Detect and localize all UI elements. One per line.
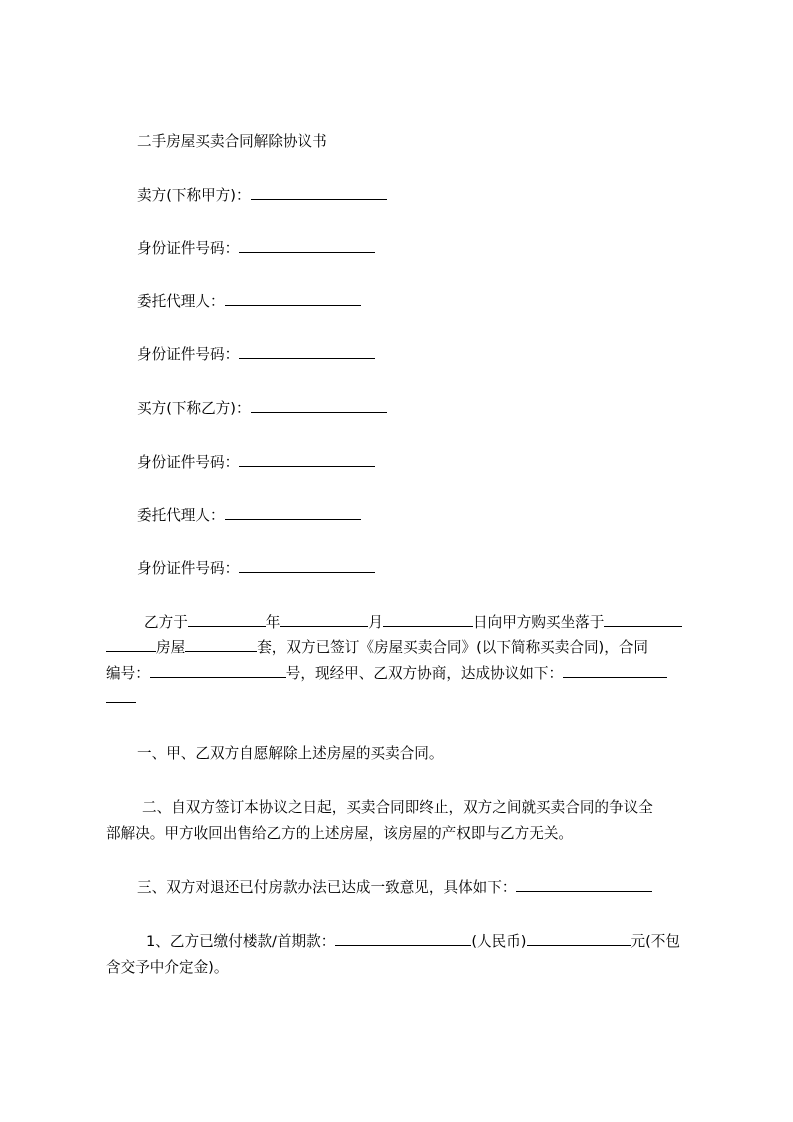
- seller-agent-field: [137, 292, 361, 312]
- clause-3-text: 三、双方对退还已付房款办法已达成一致意见，具体如下：: [137, 879, 517, 896]
- intro-text: 月: [368, 614, 384, 631]
- seller-field: [137, 186, 387, 206]
- clause-2-line-2: 部解决。甲方收回出售给乙方的上述房屋，该房屋的产权即与乙方无关。: [106, 825, 574, 842]
- buyer-field: [137, 399, 387, 419]
- buyer-id-field: [137, 453, 375, 473]
- seller-blank[interactable]: [251, 186, 387, 200]
- intro-line-3: [106, 664, 667, 684]
- clause-3-1-line-2: 含交予中介定金)。: [106, 959, 229, 976]
- buyer-agent-field: [137, 506, 361, 526]
- seller-id-label: 身份证件号码：: [137, 240, 240, 257]
- seller-id-blank[interactable]: [239, 239, 375, 253]
- purchase-month-blank[interactable]: [280, 613, 368, 627]
- contract-number-blank[interactable]: [150, 664, 286, 678]
- intro-line-4: [106, 689, 136, 709]
- seller-id-field: [137, 239, 375, 259]
- buyer-agent-label: 委托代理人：: [137, 507, 225, 524]
- buyer-agent-id-field: [137, 559, 375, 579]
- seller-agent-id-blank[interactable]: [239, 345, 375, 359]
- intro-trailing-blank-cont[interactable]: [106, 689, 136, 703]
- location-blank[interactable]: [604, 613, 682, 627]
- clause-3-1-text: 元(不包: [630, 933, 680, 950]
- seller-agent-id-field: [137, 345, 375, 365]
- document-title: 二手房屋买卖合同解除协议书: [137, 133, 327, 150]
- paid-amount-yuan-blank[interactable]: [527, 932, 631, 946]
- intro-line-2: [106, 638, 648, 658]
- refund-method-blank[interactable]: [516, 878, 652, 892]
- buyer-agent-id-label: 身份证件号码：: [137, 560, 240, 577]
- clause-2-line-1: 二、自双方签订本协议之日起，买卖合同即终止，双方之间就买卖合同的争议全: [142, 799, 653, 816]
- intro-text: 年: [265, 614, 281, 631]
- intro-text: 套，双方已签订《房屋买卖合同》(以下简称买卖合同)，合同: [257, 639, 649, 656]
- seller-agent-label: 委托代理人：: [137, 293, 225, 310]
- intro-text: 房屋: [156, 639, 186, 656]
- purchase-day-blank[interactable]: [383, 613, 473, 627]
- buyer-label: 买方(下称乙方)：: [137, 400, 251, 417]
- paid-amount-blank[interactable]: [335, 932, 471, 946]
- seller-agent-id-label: 身份证件号码：: [137, 346, 240, 363]
- location-blank-cont[interactable]: [106, 638, 156, 652]
- seller-label: 卖方(下称甲方)：: [137, 187, 251, 204]
- house-count-blank[interactable]: [185, 638, 257, 652]
- clause-3-1-text: (人民币): [471, 933, 527, 950]
- clause-3-1-text: 1、乙方已缴付楼款/首期款：: [146, 933, 336, 950]
- intro-text: 编号：: [106, 665, 150, 682]
- purchase-year-blank[interactable]: [188, 613, 266, 627]
- intro-text: 乙方于: [144, 614, 188, 631]
- seller-agent-blank[interactable]: [225, 292, 361, 306]
- clause-3: [137, 878, 652, 898]
- buyer-id-blank[interactable]: [239, 453, 375, 467]
- intro-line-1: [144, 613, 682, 633]
- buyer-id-label: 身份证件号码：: [137, 454, 240, 471]
- buyer-blank[interactable]: [251, 399, 387, 413]
- buyer-agent-id-blank[interactable]: [239, 559, 375, 573]
- buyer-agent-blank[interactable]: [225, 506, 361, 520]
- intro-text: 日向甲方购买坐落于: [473, 614, 605, 631]
- clause-3-1-line-1: [146, 932, 680, 952]
- intro-text: 号，现经甲、乙双方协商，达成协议如下：: [285, 665, 564, 682]
- clause-1: 一、甲、乙双方自愿解除上述房屋的买卖合同。: [137, 745, 444, 762]
- intro-trailing-blank[interactable]: [563, 664, 667, 678]
